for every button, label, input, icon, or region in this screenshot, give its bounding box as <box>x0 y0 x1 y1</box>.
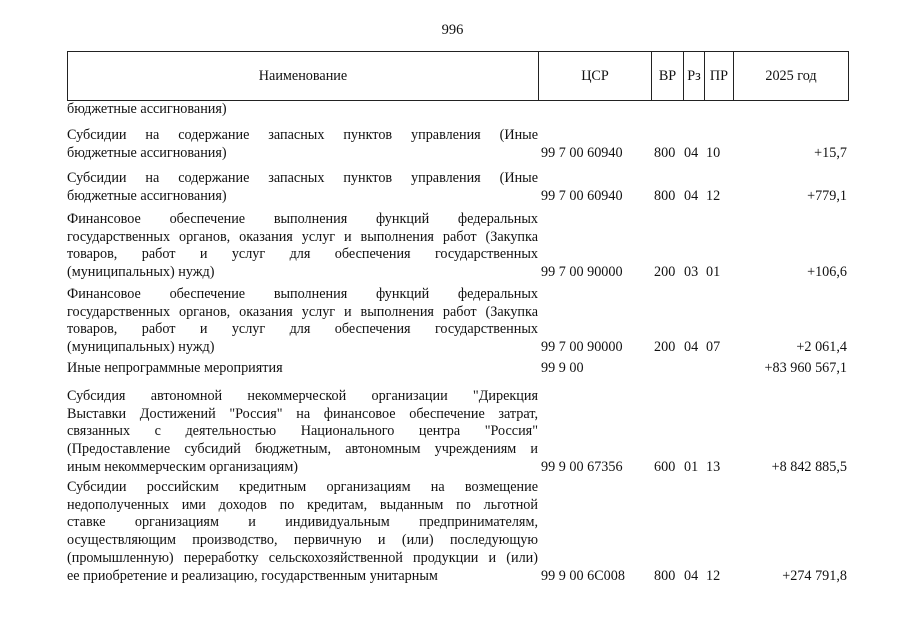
row-name-line: недополученных ими доходов по кредитам, выданным по льготной <box>67 496 538 513</box>
row-name-line: товаров, работ и услуг для обеспечения государственных <box>67 321 538 338</box>
row-rz: 04 <box>684 187 699 204</box>
row-csr: 99 9 00 6С008 <box>541 567 625 584</box>
row-name-line: (промышленную) переработку сельскохозяйственной продукции и (или) <box>67 549 538 566</box>
row-sum: +779,1 <box>807 187 847 204</box>
row-name-line: бюджетные ассигнования) <box>67 144 227 161</box>
row-name-line: бюджетные ассигнования) <box>67 187 227 204</box>
row-csr: 99 9 00 <box>541 360 584 376</box>
header-csr: ЦСР <box>539 52 652 100</box>
row-pr: 01 <box>706 264 721 281</box>
header-vr: ВР <box>652 52 684 100</box>
header-name: Наименование <box>68 52 539 100</box>
row-csr: 99 7 00 60940 <box>541 144 623 161</box>
row-name <box>67 101 538 119</box>
row-name <box>67 360 538 378</box>
row-sum: +2 061,4 <box>796 339 847 356</box>
row-name-line: бюджетные ассигнования) <box>67 101 227 117</box>
row-csr: 99 9 00 67356 <box>541 458 623 475</box>
row-name-line: (Предоставление субсидий бюджетным, автономным учреждениям и <box>67 441 538 458</box>
row-pr: 07 <box>706 339 721 356</box>
row-rz: 04 <box>684 339 699 356</box>
row-sum: +8 842 885,5 <box>771 458 847 475</box>
row-name-line: ее приобретение и реализацию, государственным унитарным <box>67 567 438 584</box>
row-vr: 600 <box>654 458 676 475</box>
row-name-line: Финансовое обеспечение выполнения функций федеральных <box>67 286 538 302</box>
row-name <box>67 211 538 282</box>
row-name-line: осуществляющим производство, первичную и (или) последующую <box>67 532 538 549</box>
row-name-line: (муниципальных) нужд) <box>67 264 215 281</box>
row-rz: 03 <box>684 264 699 281</box>
table-header <box>67 51 849 101</box>
row-sum: +83 960 567,1 <box>764 360 847 376</box>
row-name-line: Иные непрограммные мероприятия <box>67 360 283 376</box>
row-name <box>67 170 538 205</box>
row-name <box>67 388 538 477</box>
row-csr: 99 7 00 60940 <box>541 187 623 204</box>
row-name <box>67 286 538 357</box>
row-name-line: государственных органов, оказания услуг и выполнения работ (Закупка <box>67 303 538 320</box>
row-rz: 04 <box>684 567 699 584</box>
row-name-line: иным некоммерческим организациям) <box>67 458 299 475</box>
row-sum: +15,7 <box>814 144 847 161</box>
row-sum: +274 791,8 <box>782 567 847 584</box>
row-vr: 200 <box>654 264 676 281</box>
row-csr: 99 7 00 90000 <box>541 339 623 356</box>
row-pr: 12 <box>706 187 721 204</box>
row-pr: 12 <box>706 567 721 584</box>
row-name-line: связанных с деятельностью Национального центра "Россия" <box>67 423 538 440</box>
row-pr: 13 <box>706 458 721 475</box>
row-name <box>67 127 538 162</box>
row-vr: 800 <box>654 567 676 584</box>
row-name-line: (муниципальных) нужд) <box>67 339 215 356</box>
row-name-line: государственных органов, оказания услуг и выполнения работ (Закупка <box>67 228 538 245</box>
row-rz: 04 <box>684 144 699 161</box>
row-pr: 10 <box>706 144 721 161</box>
header-pr: ПР <box>705 52 734 100</box>
row-name <box>67 479 538 585</box>
row-name-line: ставке организациям и индивидуальным предпринимателям, <box>67 514 538 531</box>
row-vr: 800 <box>654 187 676 204</box>
row-rz: 01 <box>684 458 699 475</box>
row-vr: 200 <box>654 339 676 356</box>
header-year: 2025 год <box>765 68 817 84</box>
row-vr: 800 <box>654 144 676 161</box>
row-name-line: Субсидии российским кредитным организациям на возмещение <box>67 479 538 495</box>
row-sum: +106,6 <box>807 264 847 281</box>
row-name-line: Финансовое обеспечение выполнения функций федеральных <box>67 211 538 227</box>
row-name-line: Выставки Достижений "Россия" на финансовое обеспечение затрат, <box>67 405 538 422</box>
row-name-line: Субсидии на содержание запасных пунктов управления (Иные <box>67 127 538 143</box>
row-name-line: Субсидия автономной некоммерческой организации "Дирекция <box>67 388 538 404</box>
row-name-line: Субсидии на содержание запасных пунктов управления (Иные <box>67 170 538 186</box>
header-rz: Рз <box>684 52 705 100</box>
row-csr: 99 7 00 90000 <box>541 264 623 281</box>
row-name-line: товаров, работ и услуг для обеспечения государственных <box>67 246 538 263</box>
page-number: 996 <box>441 22 464 38</box>
